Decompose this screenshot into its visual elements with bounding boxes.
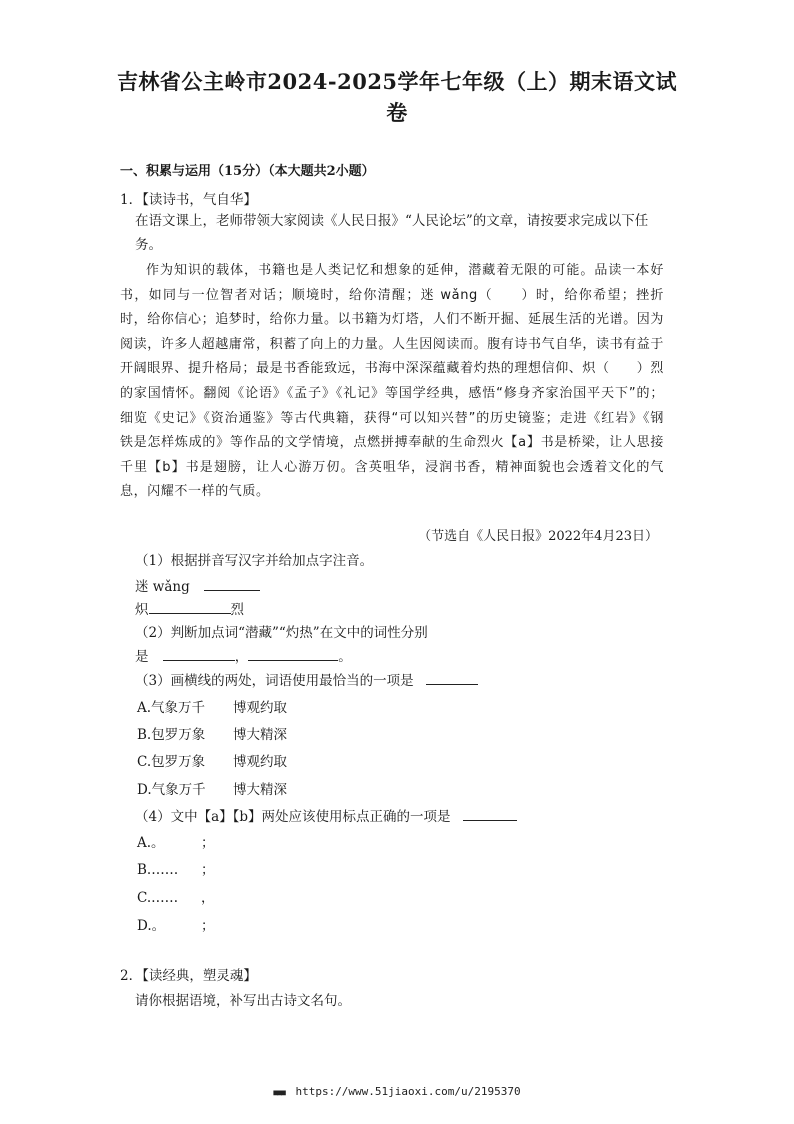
- punct-option-c[interactable]: C.…… ，: [137, 890, 215, 906]
- question-1-intro: 在语文课上，老师带领大家阅读《人民日报》“人民论坛”的文章，请按要求完成以下任务。: [135, 213, 649, 253]
- reading-passage: 作为知识的载体，书籍也是人类记忆和想象的延伸，潜藏着无限的可能。品读一本好书，如同与一位智者对话；顺境时，给你清醒；迷 wǎng（ ）时，给你希望；挫折时，给你信心；追梦时，给你力量。以书籍为灯塔，人们不断开掘、延展生活的光谱。因为阅读，许多人超越庸常，积蓄了向上的力量。人生因阅读而。腹有诗书气自华，读书有益于开阔眼界、提升格局；最是书香能致远，书海中深深蕴藏着灼热的理想信仰、炽（ ）烈的家国情怀。翻阅《论语》《孟子》《礼记》等国学经典，感悟“修身齐家治国平天下”的；细览《史记》《资治通鉴》等古代典籍，获得“可以知兴替”的历史镜鉴；走进《红岩》《钢铁是怎样炼成的》等作品的文学情境，点燃拼搏奉献的生命烈火【a】书是桥梁，让人思接千里【b】书是翅膀，让人心游万仞。含英咀华，浸润书香，精神面貌也会透着文化的气息，闪耀不一样的气质。: [120, 263, 665, 500]
- answer-blank-4[interactable]: [248, 646, 338, 661]
- page-footer: [0, 1085, 794, 1098]
- char-label-after: 烈: [230, 602, 244, 618]
- pinyin-label: 迷 wǎng: [135, 579, 190, 595]
- sub-question-3-text: （3）画横线的两处，词语使用最恰当的一项是: [135, 673, 414, 689]
- exam-title: [0, 66, 794, 128]
- sub-question-4-text: （4）文中【a】【b】两处应该使用标点正确的一项是: [135, 809, 451, 825]
- sub-question-2-blanks: [135, 645, 352, 665]
- question-2-intro: 请你根据语境，补写出古诗文名句。: [135, 993, 351, 1009]
- site-logo-icon: ■■■: [273, 1088, 285, 1097]
- punct-option-b[interactable]: B.…… ；: [137, 862, 215, 878]
- sub-question-1-item-b: [135, 598, 244, 618]
- question-1-heading: 1．【读诗书，气自华】: [120, 192, 257, 208]
- answer-blank-3[interactable]: [163, 646, 235, 661]
- answer-blank-5[interactable]: [426, 670, 478, 685]
- option-c[interactable]: C.包罗万象 博观约取: [137, 754, 287, 770]
- answer-blank-1[interactable]: [204, 576, 260, 591]
- title-line-2: 卷: [386, 100, 408, 125]
- passage-source: （节选自《人民日报》2022年4月23日）: [418, 529, 658, 544]
- section-heading: 一、积累与运用（15分）（本大题共2小题）: [120, 164, 375, 179]
- sub-question-2: （2）判断加点词“潜藏”“灼热”在文中的词性分别: [135, 625, 428, 641]
- sub-question-4: [135, 805, 517, 825]
- title-line-1: 吉林省公主岭市2024-2025学年七年级（上）期末语文试: [116, 69, 678, 94]
- period: 。: [338, 649, 352, 665]
- sub-question-1-item-a: [135, 575, 260, 595]
- footer-url[interactable]: https://www.51jiaoxi.com/u/2195370: [295, 1085, 521, 1098]
- option-b[interactable]: B.包罗万象 博大精深: [137, 727, 287, 743]
- question-2-heading: 2．【读经典，塑灵魂】: [120, 968, 257, 984]
- sub-question-3: [135, 669, 478, 689]
- option-d[interactable]: D.气象万千 博大精深: [137, 782, 287, 798]
- option-a[interactable]: A.气象万千 博观约取: [137, 700, 287, 716]
- punct-option-a[interactable]: A.。 ；: [137, 835, 215, 851]
- punct-option-d[interactable]: D.。 ；: [137, 918, 215, 934]
- answer-blank-2[interactable]: [149, 599, 231, 614]
- separator: ，: [234, 649, 249, 665]
- answer-blank-6[interactable]: [463, 806, 517, 821]
- sub-question-1: （1）根据拼音写汉字并给加点字注音。: [135, 553, 374, 569]
- is-label: 是: [135, 649, 149, 665]
- char-label: 炽: [135, 602, 149, 618]
